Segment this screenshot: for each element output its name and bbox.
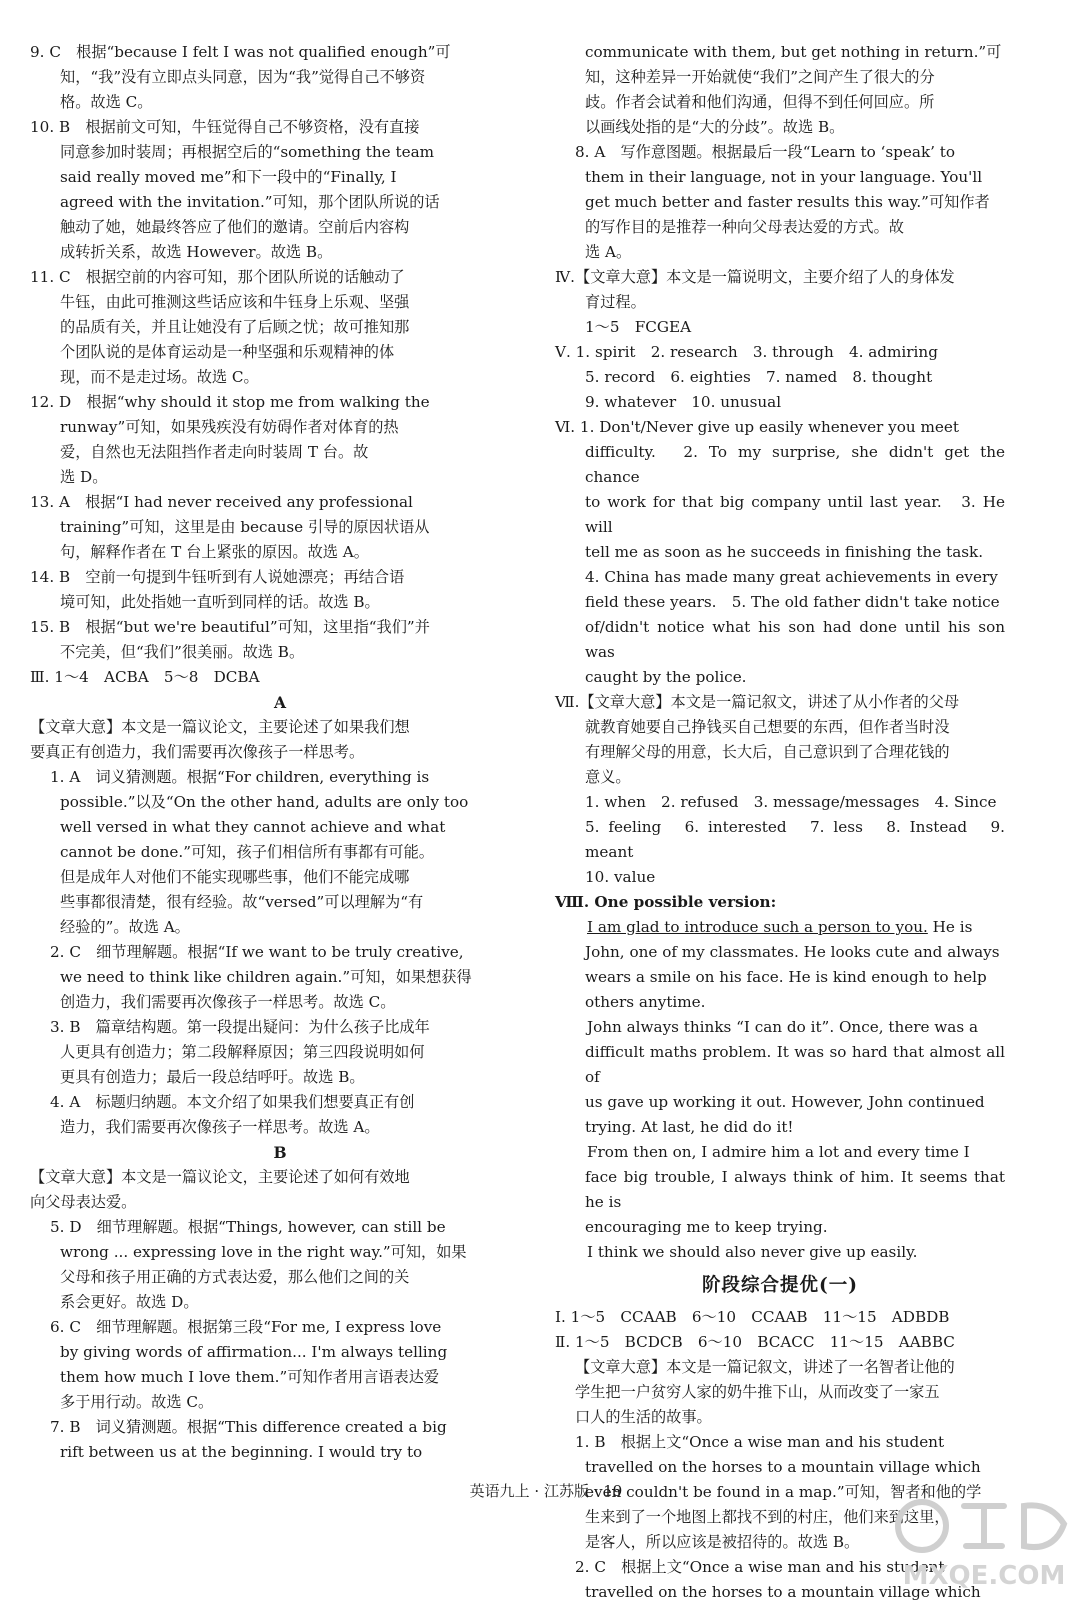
right-line: Ⅶ.【文章大意】本文是一篇记叙文，讲述了从小作者的父母 <box>555 693 960 711</box>
left-line: said really moved me”和下一段中的“Finally, I <box>60 168 397 186</box>
right-line: face big trouble, I always think of him. It seems that he is <box>585 1168 1005 1211</box>
left-line: 选 D。 <box>60 468 108 486</box>
left-line: 6. C 细节理解题。根据第三段“For me, I express love <box>50 1318 442 1336</box>
right2-line: Ⅰ. 1～5 CCAAB 6～10 CCAAB 11～15 ADBDB <box>555 1308 950 1326</box>
left-line: runway”可知，如果残疾没有妨碍作者对体育的热 <box>60 418 399 436</box>
left-line: 11. C 根据空前的内容可知，那个团队所说的话触动了 <box>30 268 405 286</box>
left-line: 7. B 词义猜测题。根据“This difference created a big <box>50 1418 447 1436</box>
left-line: 2. C 细节理解题。根据“If we want to be truly creative, <box>50 943 464 961</box>
left-line: wrong ... expressing love in the right way.”可知，如果 <box>60 1243 467 1261</box>
right-column <box>555 40 1005 1605</box>
right2-line: travelled on the horses to a mountain village which <box>585 1583 981 1601</box>
right2-line: 2. C 根据上文“Once a wise man and his student <box>575 1558 945 1576</box>
left-line: possible.”以及“On the other hand, adults are only too <box>60 793 469 811</box>
right-line: them in their language, not in your language. You'll <box>585 168 983 186</box>
left-line: 多于用行动。故选 C。 <box>60 1393 214 1411</box>
left-line: 系会更好。故选 D。 <box>60 1293 199 1311</box>
left-line: 境可知，此处指她一直听到同样的话。故选 B。 <box>60 593 380 611</box>
right-line: us gave up working it out. However, John continued <box>585 1093 985 1111</box>
left-line: 父母和孩子用正确的方式表达爱，那么他们之间的关 <box>60 1268 410 1286</box>
left-line: 牛钰，由此可推测这些话应该和牛钰身上乐观、坚强 <box>60 293 410 311</box>
right-line: trying. At last, he did do it! <box>585 1118 794 1136</box>
right-line: 4. China has made many great achievements in every <box>585 568 998 586</box>
left-line: 9. C 根据“because I felt I was not qualified enough”可 <box>30 43 451 61</box>
left-line: agreed with the invitation.”可知，那个团队所说的话 <box>60 193 440 211</box>
left-line: 触动了她，她最终答应了他们的邀请。空前后内容构 <box>60 218 410 236</box>
sentence-rest: He is <box>927 918 973 936</box>
page-footer: 英语九上 · 江苏版 · 19 <box>469 1482 623 1500</box>
right-line: I think we should also never give up easily. <box>587 1243 918 1261</box>
right-line: 1～5 FCGEA <box>585 318 692 336</box>
left-column <box>30 40 530 1465</box>
right-line: caught by the police. <box>585 668 747 686</box>
right-line: 9. whatever 10. unusual <box>585 393 782 411</box>
right-line: field these years. 5. The old father didn't take notice <box>585 593 1000 611</box>
left-line: Ⅲ. 1～4 ACBA 5～8 DCBA <box>30 668 260 686</box>
right-line: John, one of my classmates. He looks cute and always <box>585 943 1000 961</box>
left-line: 经验的”。故选 A。 <box>60 918 190 936</box>
watermark-text: MXQE.COM <box>902 1561 1066 1591</box>
left-line: 的品质有关，并且让她没有了后顾之忧；故可推知那 <box>60 318 410 336</box>
left-line: A <box>273 693 287 712</box>
left-line: 创造力，我们需要再次像孩子一样思考。故选 C。 <box>60 993 396 1011</box>
right-line: Ⅷ. One possible version: <box>555 893 777 911</box>
right2-line: 学生把一户贫穷人家的奶牛推下山，从而改变了一家五 <box>575 1383 940 1401</box>
left-line: 13. A 根据“I had never received any professional <box>30 493 413 511</box>
right-line: Ⅴ. 1. spirit 2. research 3. through 4. admiring <box>555 343 938 361</box>
left-line: 1. A 词义猜测题。根据“For children, everything is <box>50 768 430 786</box>
right-line: 选 A。 <box>585 243 632 261</box>
left-line: 人更具有创造力；第二段解释原因；第三四段说明如何 <box>60 1043 425 1061</box>
left-line: 些事都很清楚，很有经验。故“versed”可以理解为“有 <box>60 893 424 911</box>
left-line: 【文章大意】本文是一篇议论文，主要论述了如何有效地 <box>30 1168 410 1186</box>
right-line: 8. A 写作意图题。根据最后一段“Learn to ‘speak’ to <box>575 143 956 161</box>
underlined-sentence: I am glad to introduce such a person to you. <box>587 918 928 936</box>
right2-line: travelled on the horses to a mountain village which <box>585 1458 981 1476</box>
right-line: communicate with them, but get nothing in return.”可 <box>585 43 1002 61</box>
right-line: to work for that big company until last year. 3. He will <box>585 493 1005 536</box>
right2-line: even couldn't be found in a map.”可知，智者和他的学 <box>585 1483 982 1501</box>
right2-line: 是客人，所以应该是被招待的。故选 B。 <box>585 1533 860 1551</box>
right-line: difficulty. 2. To my surprise, she didn't get the chance <box>585 443 1005 486</box>
left-line: 更具有创造力；最后一段总结呼吁。故选 B。 <box>60 1068 365 1086</box>
right-line: 5. feeling 6. interested 7. less 8. Instead 9. meant <box>585 818 1005 861</box>
left-line: them how much I love them.”可知作者用言语表达爱 <box>60 1368 440 1386</box>
left-line: 14. B 空前一句提到牛钰听到有人说她漂亮；再结合语 <box>30 568 405 586</box>
right-line: 有理解父母的用意，长大后，自己意识到了合理花钱的 <box>585 743 950 761</box>
right-line: John always thinks “I can do it”. Once, there was a <box>587 1018 979 1036</box>
left-line: 5. D 细节理解题。根据“Things, however, can still be <box>50 1218 446 1236</box>
right2-line: 1. B 根据上文“Once a wise man and his student <box>575 1433 945 1451</box>
left-line: 15. B 根据“but we're beautiful”可知，这里指“我们”并 <box>30 618 430 636</box>
left-line: 句，解释作者在 T 台上紧张的原因。故选 A。 <box>60 543 369 561</box>
right-line: 的写作目的是推荐一种向父母表达爱的方式。故 <box>585 218 904 236</box>
right-line: 知，这种差异一开始就使“我们”之间产生了很大的分 <box>585 68 935 86</box>
left-line: rift between us at the beginning. I would try to <box>60 1443 423 1461</box>
right-line: 歧。作者会试着和他们沟通，但得不到任何回应。所 <box>585 93 935 111</box>
left-line: 现，而不是走过场。故选 C。 <box>60 368 259 386</box>
right-line: 5. record 6. eighties 7. named 8. thought <box>585 368 933 386</box>
section-title: 阶段综合提优(一) <box>701 1275 858 1296</box>
right-line <box>555 915 1005 940</box>
right-line: 以画线处指的是“大的分歧”。故选 B。 <box>585 118 845 136</box>
right-line: 1. when 2. refused 3. message/messages 4. Since <box>585 793 997 811</box>
left-line: we need to think like children again.”可知，如果想获得 <box>60 968 472 986</box>
right-line: From then on, I admire him a lot and every time I <box>587 1143 970 1161</box>
right-line: others anytime. <box>585 993 706 1011</box>
right-line: encouraging me to keep trying. <box>585 1218 828 1236</box>
right-line: Ⅵ. 1. Don't/Never give up easily whenever you meet <box>555 418 959 436</box>
right2-line: 【文章大意】本文是一篇记叙文，讲述了一名智者让他的 <box>575 1358 955 1376</box>
right-line: of/didn't notice what his son had done until his son was <box>585 618 1005 661</box>
left-line: B <box>273 1143 287 1162</box>
left-line: 但是成年人对他们不能实现哪些事，他们不能完成哪 <box>60 868 410 886</box>
left-line: 4. A 标题归纳题。本文介绍了如果我们想要真正有创 <box>50 1093 415 1111</box>
left-line: well versed in what they cannot achieve and what <box>60 818 446 836</box>
left-line: 个团队说的是体育运动是一种坚强和乐观精神的体 <box>60 343 395 361</box>
right-line: get much better and faster results this way.”可知作者 <box>585 193 990 211</box>
left-line: 12. D 根据“why should it stop me from walking the <box>30 393 430 411</box>
left-line: 要真正有创造力，我们需要再次像孩子一样思考。 <box>30 743 365 761</box>
right2-line: 口人的生活的故事。 <box>575 1408 712 1426</box>
right-line: tell me as soon as he succeeds in finishing the task. <box>585 543 984 561</box>
left-line: 成转折关系，故选 However。故选 B。 <box>60 243 333 261</box>
left-line: 不完美，但“我们”很美丽。故选 B。 <box>60 643 305 661</box>
left-line: 3. B 篇章结构题。第一段提出疑问：为什么孩子比成年 <box>50 1018 430 1036</box>
watermark-logo <box>884 1488 1084 1594</box>
left-line: by giving words of affirmation... I'm always telling <box>60 1343 448 1361</box>
left-line: 格。故选 C。 <box>60 93 153 111</box>
left-line: training”可知，这里是由 because 引导的原因状语从 <box>60 518 430 536</box>
left-line: 同意参加时装周；再根据空后的“something the team <box>60 143 435 161</box>
right-line: wears a smile on his face. He is kind enough to help <box>585 968 987 986</box>
right-line: 育过程。 <box>585 293 646 311</box>
left-line: cannot be done.”可知，孩子们相信所有事都有可能。 <box>60 843 434 861</box>
left-line: 爱，自然也无法阻挡作者走向时装周 T 台。故 <box>60 443 369 461</box>
right2-line: 生来到了一个地图上都找不到的村庄，他们来到这里， <box>585 1508 950 1526</box>
right-line: 就教育她要自己挣钱买自己想要的东西，但作者当时没 <box>585 718 950 736</box>
right-line: Ⅳ.【文章大意】本文是一篇说明文，主要介绍了人的身体发 <box>555 268 955 286</box>
right-line: 10. value <box>585 868 656 886</box>
left-line: 向父母表达爱。 <box>30 1193 137 1211</box>
right2-line: Ⅱ. 1～5 BCDCB 6～10 BCACC 11～15 AABBC <box>555 1333 955 1351</box>
left-line: 造力，我们需要再次像孩子一样思考。故选 A。 <box>60 1118 380 1136</box>
left-line: 10. B 根据前文可知，牛钰觉得自己不够资格，没有直接 <box>30 118 420 136</box>
left-line: 【文章大意】本文是一篇议论文，主要论述了如果我们想 <box>30 718 410 736</box>
right-line: 意义。 <box>585 768 631 786</box>
left-line: 知，“我”没有立即点头同意，因为“我”觉得自己不够资 <box>60 68 426 86</box>
right-line: difficult maths problem. It was so hard that almost all of <box>585 1043 1005 1086</box>
